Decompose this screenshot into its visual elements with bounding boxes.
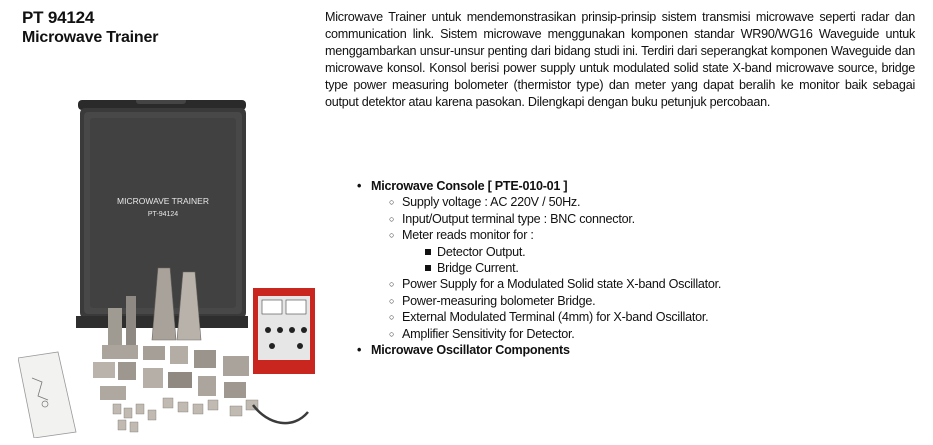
product-code: PT 94124 xyxy=(22,8,95,27)
spec-item: ○ External Modulated Terminal (4mm) for X-band Oscillator. xyxy=(355,309,915,325)
product-name: Microwave Trainer xyxy=(22,29,159,46)
case-label-line2: PT-94124 xyxy=(147,211,179,218)
spec-item: ○ Meter reads monitor for : xyxy=(355,227,915,243)
product-heading xyxy=(22,8,158,48)
spec-list xyxy=(355,178,915,358)
oscillator-heading: • Microwave Oscillator Components xyxy=(355,342,915,358)
spec-item: ○ Power Supply for a Modulated Solid state X-band Oscillator. xyxy=(355,276,915,292)
spec-item: ○ Amplifier Sensitivity for Detector. xyxy=(355,326,915,342)
spec-item: ○ Power-measuring bolometer Bridge. xyxy=(355,293,915,309)
case-label-line1: MICROWAVE TRAINER xyxy=(117,196,209,206)
product-photo xyxy=(18,100,318,438)
console-heading: • Microwave Console [ PTE-010-01 ] xyxy=(355,178,915,194)
spec-sub-item: Bridge Current. xyxy=(355,260,915,276)
spec-item: ○ Input/Output terminal type : BNC connector. xyxy=(355,211,915,227)
spec-sub-item: Detector Output. xyxy=(355,244,915,260)
spec-item: ○ Supply voltage : AC 220V / 50Hz. xyxy=(355,194,915,210)
product-description: Microwave Trainer untuk mendemonstrasikan prinsip-prinsip sistem transmisi microwave seperti radar dan communication link. Sistem microwave menggunakan komponen standar WR90/WG16 Waveguide untuk menggambarkan unsur-unsur penting dari bidang studi ini. Terdiri dari seperangkat komponen Waveguide dan microwave konsol. Konsol berisi power supply untuk modulated solid state X-band microwave source, bridge type power measuring bolometer (thermistor type) dan meter yang dapat beralih ke monitor baik sebagai output detektor atau karena pasokan. Dilengkapi dengan buku petunjuk percobaan. xyxy=(325,10,915,109)
